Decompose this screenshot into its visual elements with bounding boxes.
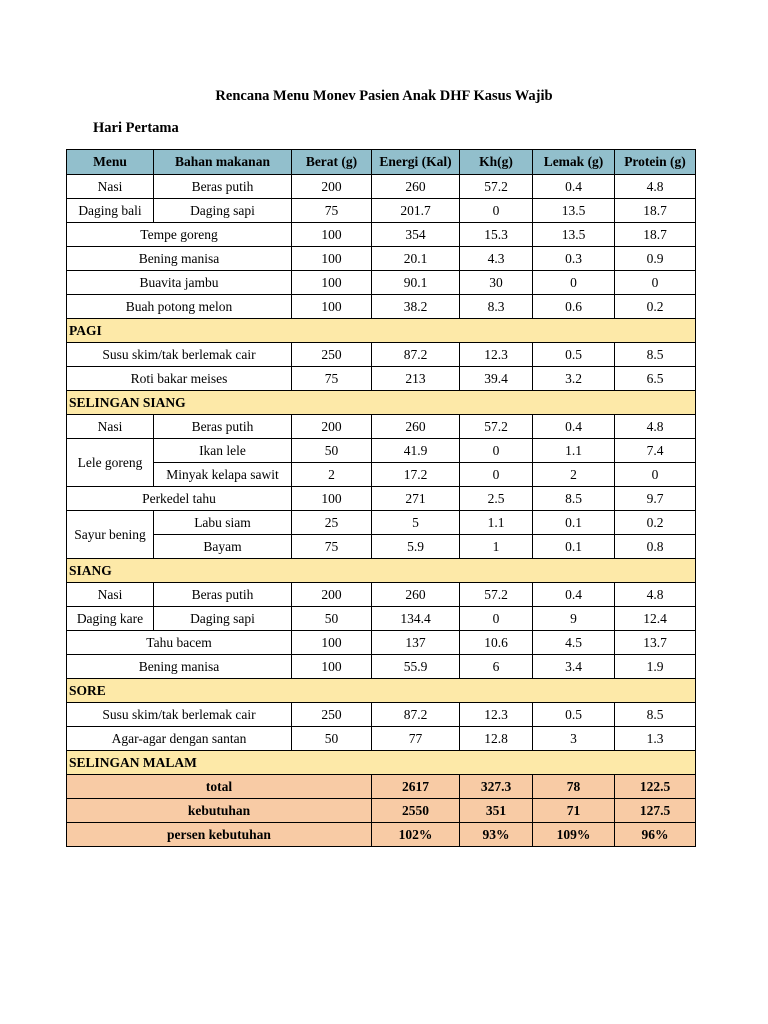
protein-cell: 0 <box>615 463 696 487</box>
lemak-cell: 0.4 <box>533 415 615 439</box>
protein-cell: 7.4 <box>615 439 696 463</box>
protein-cell: 4.8 <box>615 583 696 607</box>
lemak-cell: 3.4 <box>533 655 615 679</box>
lemak-cell: 109% <box>533 823 615 847</box>
table-row <box>67 703 696 727</box>
kh-cell: 57.2 <box>460 583 533 607</box>
section-row-selingan-malam <box>67 751 696 775</box>
menu-cell: Agar-agar dengan santan <box>67 727 292 751</box>
protein-cell: 0 <box>615 271 696 295</box>
energi-cell: 38.2 <box>372 295 460 319</box>
lemak-cell: 3.2 <box>533 367 615 391</box>
protein-cell: 96% <box>615 823 696 847</box>
energi-cell: 2550 <box>372 799 460 823</box>
berat-cell: 75 <box>292 367 372 391</box>
menu-cell: Bening manisa <box>67 655 292 679</box>
energi-cell: 137 <box>372 631 460 655</box>
energi-cell: 260 <box>372 175 460 199</box>
table-row <box>67 199 696 223</box>
protein-cell: 8.5 <box>615 343 696 367</box>
kh-cell: 0 <box>460 607 533 631</box>
section-label-selingan-malam: SELINGAN MALAM <box>67 751 696 775</box>
lemak-cell: 8.5 <box>533 487 615 511</box>
table-row <box>67 367 696 391</box>
menu-cell: Roti bakar meises <box>67 367 292 391</box>
section-label-pagi: PAGI <box>67 319 696 343</box>
protein-cell: 12.4 <box>615 607 696 631</box>
table-row <box>67 439 696 463</box>
bahan-cell: Daging sapi <box>154 607 292 631</box>
protein-cell: 4.8 <box>615 175 696 199</box>
berat-cell: 75 <box>292 535 372 559</box>
table-row <box>67 223 696 247</box>
kh-cell: 93% <box>460 823 533 847</box>
kh-cell: 39.4 <box>460 367 533 391</box>
lemak-cell: 0.1 <box>533 535 615 559</box>
energi-cell: 55.9 <box>372 655 460 679</box>
kh-cell: 57.2 <box>460 415 533 439</box>
column-header-kh: Kh(g) <box>460 150 533 175</box>
energi-cell: 90.1 <box>372 271 460 295</box>
protein-cell: 0.9 <box>615 247 696 271</box>
kh-cell: 12.3 <box>460 343 533 367</box>
lemak-cell: 0.6 <box>533 295 615 319</box>
berat-cell: 100 <box>292 295 372 319</box>
energi-cell: 77 <box>372 727 460 751</box>
energi-cell: 102% <box>372 823 460 847</box>
berat-cell: 100 <box>292 271 372 295</box>
berat-cell: 50 <box>292 727 372 751</box>
kh-cell: 30 <box>460 271 533 295</box>
kh-cell: 10.6 <box>460 631 533 655</box>
kh-cell: 1 <box>460 535 533 559</box>
table-row <box>67 655 696 679</box>
section-row-pagi <box>67 319 696 343</box>
protein-cell: 18.7 <box>615 223 696 247</box>
menu-cell: Daging bali <box>67 199 154 223</box>
lemak-cell: 4.5 <box>533 631 615 655</box>
menu-cell: Nasi <box>67 415 154 439</box>
energi-cell: 354 <box>372 223 460 247</box>
table-row <box>67 175 696 199</box>
berat-cell: 2 <box>292 463 372 487</box>
bahan-cell: Beras putih <box>154 175 292 199</box>
menu-cell: Tempe goreng <box>67 223 292 247</box>
lemak-cell: 0 <box>533 271 615 295</box>
berat-cell: 100 <box>292 247 372 271</box>
berat-cell: 75 <box>292 199 372 223</box>
kh-cell: 57.2 <box>460 175 533 199</box>
section-label-selingan-siang: SELINGAN SIANG <box>67 391 696 415</box>
lemak-cell: 71 <box>533 799 615 823</box>
menu-cell: Sayur bening <box>67 511 154 559</box>
berat-cell: 200 <box>292 175 372 199</box>
column-header-menu: Menu <box>67 150 154 175</box>
bahan-cell: Ikan lele <box>154 439 292 463</box>
column-header-berat: Berat (g) <box>292 150 372 175</box>
lemak-cell: 3 <box>533 727 615 751</box>
menu-cell: Tahu bacem <box>67 631 292 655</box>
protein-cell: 1.9 <box>615 655 696 679</box>
protein-cell: 0.8 <box>615 535 696 559</box>
table-row <box>67 535 696 559</box>
berat-cell: 100 <box>292 655 372 679</box>
berat-cell: 25 <box>292 511 372 535</box>
berat-cell: 100 <box>292 487 372 511</box>
lemak-cell: 0.4 <box>533 583 615 607</box>
energi-cell: 260 <box>372 415 460 439</box>
protein-cell: 0.2 <box>615 295 696 319</box>
table-row <box>67 583 696 607</box>
kh-cell: 1.1 <box>460 511 533 535</box>
protein-cell: 13.7 <box>615 631 696 655</box>
energi-cell: 5.9 <box>372 535 460 559</box>
energi-cell: 17.2 <box>372 463 460 487</box>
kh-cell: 327.3 <box>460 775 533 799</box>
bahan-cell: Beras putih <box>154 583 292 607</box>
bahan-cell: Minyak kelapa sawit <box>154 463 292 487</box>
menu-cell: Nasi <box>67 583 154 607</box>
menu-cell: Lele goreng <box>67 439 154 487</box>
kh-cell: 0 <box>460 439 533 463</box>
protein-cell: 8.5 <box>615 703 696 727</box>
lemak-cell: 0.4 <box>533 175 615 199</box>
energi-cell: 260 <box>372 583 460 607</box>
summary-label: persen kebutuhan <box>67 823 372 847</box>
summary-label: total <box>67 775 372 799</box>
kh-cell: 8.3 <box>460 295 533 319</box>
berat-cell: 250 <box>292 343 372 367</box>
menu-table <box>66 149 696 847</box>
energi-cell: 201.7 <box>372 199 460 223</box>
section-row-selingan-siang <box>67 391 696 415</box>
protein-cell: 122.5 <box>615 775 696 799</box>
column-header-protein: Protein (g) <box>615 150 696 175</box>
kh-cell: 12.8 <box>460 727 533 751</box>
menu-cell: Nasi <box>67 175 154 199</box>
protein-cell: 18.7 <box>615 199 696 223</box>
lemak-cell: 0.5 <box>533 343 615 367</box>
bahan-cell: Bayam <box>154 535 292 559</box>
protein-cell: 9.7 <box>615 487 696 511</box>
day-heading: Hari Pertama <box>93 120 179 136</box>
energi-cell: 87.2 <box>372 703 460 727</box>
kh-cell: 12.3 <box>460 703 533 727</box>
protein-cell: 0.2 <box>615 511 696 535</box>
kh-cell: 2.5 <box>460 487 533 511</box>
table-row <box>67 487 696 511</box>
document-title: Rencana Menu Monev Pasien Anak DHF Kasus Wajib <box>215 88 553 104</box>
column-header-lemak: Lemak (g) <box>533 150 615 175</box>
kh-cell: 0 <box>460 199 533 223</box>
lemak-cell: 0.5 <box>533 703 615 727</box>
column-header-bahan: Bahan makanan <box>154 150 292 175</box>
summary-label: kebutuhan <box>67 799 372 823</box>
berat-cell: 50 <box>292 439 372 463</box>
lemak-cell: 1.1 <box>533 439 615 463</box>
protein-cell: 1.3 <box>615 727 696 751</box>
berat-cell: 250 <box>292 703 372 727</box>
table-row <box>67 415 696 439</box>
energi-cell: 87.2 <box>372 343 460 367</box>
menu-cell: Buavita jambu <box>67 271 292 295</box>
protein-cell: 6.5 <box>615 367 696 391</box>
summary-row-total <box>67 775 696 799</box>
table-header-row <box>67 150 696 175</box>
menu-cell: Bening manisa <box>67 247 292 271</box>
column-header-energi: Energi (Kal) <box>372 150 460 175</box>
lemak-cell: 13.5 <box>533 199 615 223</box>
table-row <box>67 607 696 631</box>
bahan-cell: Daging sapi <box>154 199 292 223</box>
lemak-cell: 0.1 <box>533 511 615 535</box>
table-row <box>67 295 696 319</box>
menu-cell: Buah potong melon <box>67 295 292 319</box>
kh-cell: 351 <box>460 799 533 823</box>
lemak-cell: 2 <box>533 463 615 487</box>
energi-cell: 2617 <box>372 775 460 799</box>
kh-cell: 15.3 <box>460 223 533 247</box>
protein-cell: 127.5 <box>615 799 696 823</box>
table-row <box>67 463 696 487</box>
menu-cell: Susu skim/tak berlemak cair <box>67 703 292 727</box>
kh-cell: 4.3 <box>460 247 533 271</box>
bahan-cell: Labu siam <box>154 511 292 535</box>
berat-cell: 100 <box>292 223 372 247</box>
berat-cell: 200 <box>292 415 372 439</box>
menu-cell: Perkedel tahu <box>67 487 292 511</box>
kh-cell: 6 <box>460 655 533 679</box>
bahan-cell: Beras putih <box>154 415 292 439</box>
table-row <box>67 271 696 295</box>
menu-cell: Susu skim/tak berlemak cair <box>67 343 292 367</box>
berat-cell: 50 <box>292 607 372 631</box>
lemak-cell: 0.3 <box>533 247 615 271</box>
energi-cell: 271 <box>372 487 460 511</box>
section-label-siang: SIANG <box>67 559 696 583</box>
protein-cell: 4.8 <box>615 415 696 439</box>
energi-cell: 5 <box>372 511 460 535</box>
summary-row-persen <box>67 823 696 847</box>
table-row <box>67 631 696 655</box>
energi-cell: 41.9 <box>372 439 460 463</box>
energi-cell: 20.1 <box>372 247 460 271</box>
lemak-cell: 78 <box>533 775 615 799</box>
section-row-sore <box>67 679 696 703</box>
lemak-cell: 13.5 <box>533 223 615 247</box>
berat-cell: 100 <box>292 631 372 655</box>
table-row <box>67 727 696 751</box>
lemak-cell: 9 <box>533 607 615 631</box>
menu-cell: Daging kare <box>67 607 154 631</box>
energi-cell: 134.4 <box>372 607 460 631</box>
energi-cell: 213 <box>372 367 460 391</box>
table-row <box>67 343 696 367</box>
summary-row-kebutuhan <box>67 799 696 823</box>
table-row <box>67 511 696 535</box>
berat-cell: 200 <box>292 583 372 607</box>
table-row <box>67 247 696 271</box>
kh-cell: 0 <box>460 463 533 487</box>
section-row-siang <box>67 559 696 583</box>
section-label-sore: SORE <box>67 679 696 703</box>
